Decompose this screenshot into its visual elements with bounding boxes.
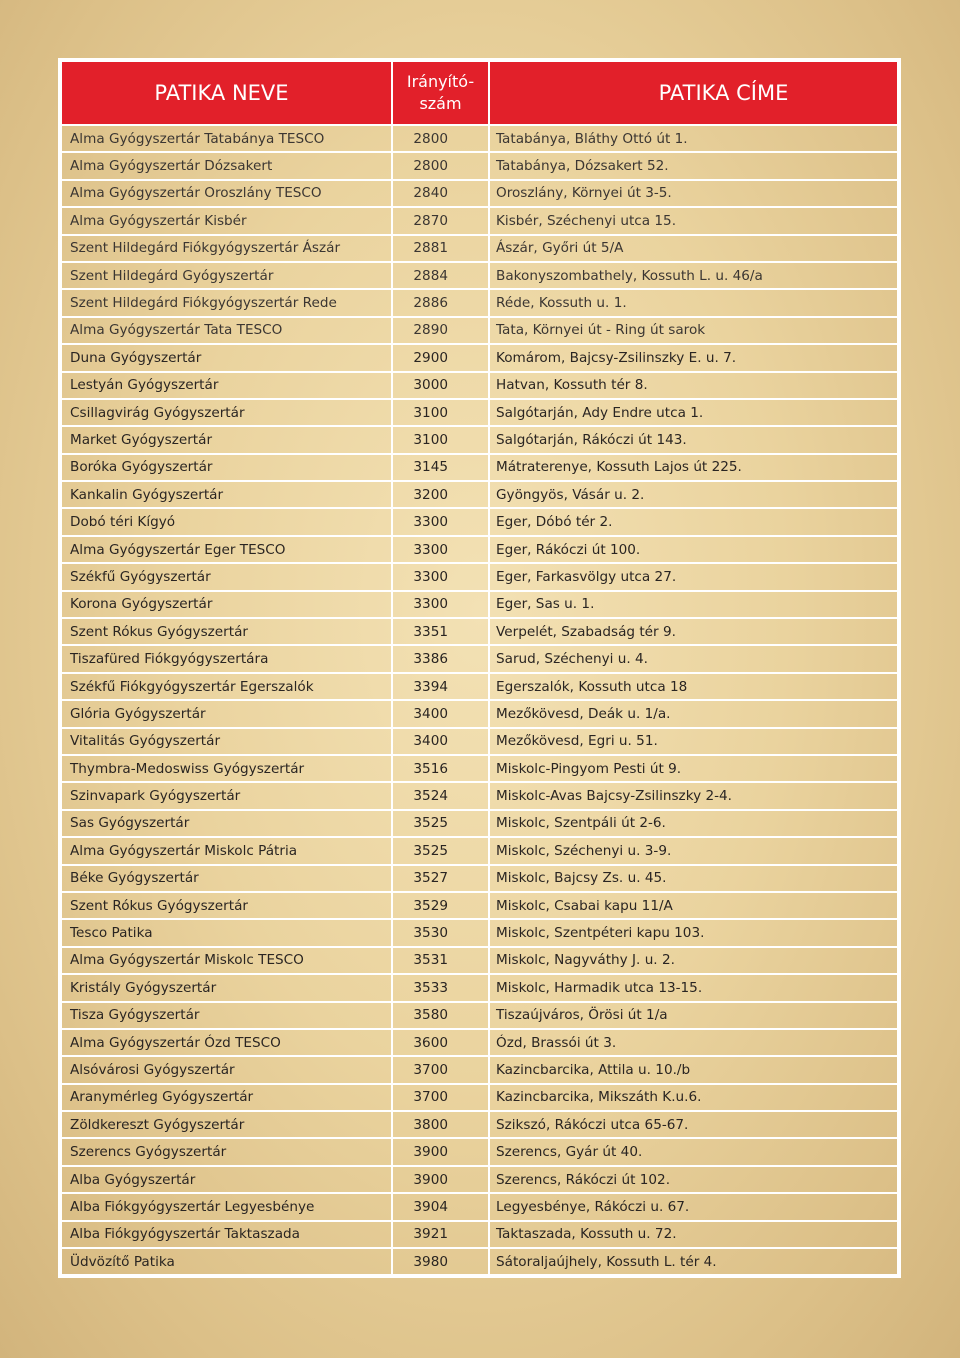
pharmacy-address-cell: Tata, Környei út - Ring út sarok xyxy=(489,317,898,344)
table-row xyxy=(61,919,898,946)
pharmacy-address-cell: Taktaszada, Kossuth u. 72. xyxy=(489,1221,898,1248)
pharmacy-name-cell: Market Gyógyszertár xyxy=(61,426,392,453)
postal-code-cell: 2800 xyxy=(392,125,489,152)
postal-code-cell: 3394 xyxy=(392,673,489,700)
postal-code-cell: 2840 xyxy=(392,180,489,207)
postal-code-cell: 3529 xyxy=(392,892,489,919)
postal-code-cell: 3100 xyxy=(392,426,489,453)
pharmacy-address-cell: Miskolc, Széchenyi u. 3-9. xyxy=(489,837,898,864)
pharmacy-name-cell: Szent Hildegárd Gyógyszertár xyxy=(61,262,392,289)
pharmacy-address-cell: Szerencs, Rákóczi út 102. xyxy=(489,1166,898,1193)
pharmacy-name-cell: Tiszafüred Fiókgyógyszertára xyxy=(61,645,392,672)
postal-code-cell: 2881 xyxy=(392,235,489,262)
table-row xyxy=(61,728,898,755)
table-row xyxy=(61,399,898,426)
table-row xyxy=(61,618,898,645)
pharmacy-name-cell: Alma Gyógyszertár Tata TESCO xyxy=(61,317,392,344)
pharmacy-address-cell: Komárom, Bajcsy-Zsilinszky E. u. 7. xyxy=(489,344,898,371)
table-row xyxy=(61,673,898,700)
postal-code-cell: 3351 xyxy=(392,618,489,645)
pharmacy-table xyxy=(60,60,899,1276)
postal-code-cell: 3921 xyxy=(392,1221,489,1248)
pharmacy-address-cell: Mátraterenye, Kossuth Lajos út 225. xyxy=(489,454,898,481)
pharmacy-table-frame xyxy=(58,58,901,1278)
table-row xyxy=(61,1193,898,1220)
table-row xyxy=(61,1166,898,1193)
table-row xyxy=(61,1002,898,1029)
table-row xyxy=(61,180,898,207)
postal-code-cell: 3200 xyxy=(392,481,489,508)
table-row xyxy=(61,782,898,809)
postal-code-cell: 3800 xyxy=(392,1111,489,1138)
pharmacy-name-cell: Csillagvirág Gyógyszertár xyxy=(61,399,392,426)
table-row xyxy=(61,837,898,864)
pharmacy-name-cell: Thymbra-Medoswiss Gyógyszertár xyxy=(61,755,392,782)
pharmacy-name-cell: Alma Gyógyszertár Miskolc Pátria xyxy=(61,837,392,864)
table-row xyxy=(61,892,898,919)
postal-code-cell: 3300 xyxy=(392,563,489,590)
header-postal-code-line1: Irányító- xyxy=(406,72,475,91)
pharmacy-name-cell: Alma Gyógyszertár Miskolc TESCO xyxy=(61,947,392,974)
postal-code-cell: 3900 xyxy=(392,1138,489,1165)
postal-code-cell: 3600 xyxy=(392,1029,489,1056)
postal-code-cell: 3516 xyxy=(392,755,489,782)
pharmacy-address-cell: Salgótarján, Rákóczi út 143. xyxy=(489,426,898,453)
pharmacy-address-cell: Tiszaújváros, Örösi út 1/a xyxy=(489,1002,898,1029)
pharmacy-name-cell: Székfű Gyógyszertár xyxy=(61,563,392,590)
pharmacy-name-cell: Zöldkereszt Gyógyszertár xyxy=(61,1111,392,1138)
table-row xyxy=(61,536,898,563)
postal-code-cell: 3524 xyxy=(392,782,489,809)
pharmacy-address-cell: Mezőkövesd, Deák u. 1/a. xyxy=(489,700,898,727)
pharmacy-name-cell: Alma Gyógyszertár Dózsakert xyxy=(61,152,392,179)
postal-code-cell: 3531 xyxy=(392,947,489,974)
pharmacy-address-cell: Tatabánya, Dózsakert 52. xyxy=(489,152,898,179)
table-row xyxy=(61,947,898,974)
pharmacy-name-cell: Kankalin Gyógyszertár xyxy=(61,481,392,508)
postal-code-cell: 3386 xyxy=(392,645,489,672)
pharmacy-address-cell: Ászár, Győri út 5/A xyxy=(489,235,898,262)
pharmacy-address-cell: Legyesbénye, Rákóczi u. 67. xyxy=(489,1193,898,1220)
postal-code-cell: 3300 xyxy=(392,508,489,535)
pharmacy-name-cell: Alma Gyógyszertár Oroszlány TESCO xyxy=(61,180,392,207)
header-pharmacy-address: PATIKA CÍME xyxy=(489,61,898,125)
pharmacy-name-cell: Korona Gyógyszertár xyxy=(61,591,392,618)
table-row xyxy=(61,1029,898,1056)
pharmacy-address-cell: Eger, Farkasvölgy utca 27. xyxy=(489,563,898,590)
table-body xyxy=(61,125,898,1275)
pharmacy-name-cell: Szerencs Gyógyszertár xyxy=(61,1138,392,1165)
table-row xyxy=(61,1084,898,1111)
postal-code-cell: 3700 xyxy=(392,1084,489,1111)
pharmacy-name-cell: Alma Gyógyszertár Ózd TESCO xyxy=(61,1029,392,1056)
pharmacy-address-cell: Eger, Rákóczi út 100. xyxy=(489,536,898,563)
pharmacy-address-cell: Miskolc, Bajcsy Zs. u. 45. xyxy=(489,865,898,892)
pharmacy-name-cell: Szent Hildegárd Fiókgyógyszertár Ászár xyxy=(61,235,392,262)
table-row xyxy=(61,1111,898,1138)
table-row xyxy=(61,152,898,179)
pharmacy-address-cell: Salgótarján, Ady Endre utca 1. xyxy=(489,399,898,426)
pharmacy-name-cell: Szent Rókus Gyógyszertár xyxy=(61,892,392,919)
postal-code-cell: 3580 xyxy=(392,1002,489,1029)
pharmacy-name-cell: Szinvapark Gyógyszertár xyxy=(61,782,392,809)
pharmacy-address-cell: Eger, Sas u. 1. xyxy=(489,591,898,618)
pharmacy-name-cell: Boróka Gyógyszertár xyxy=(61,454,392,481)
pharmacy-address-cell: Oroszlány, Környei út 3-5. xyxy=(489,180,898,207)
postal-code-cell: 2886 xyxy=(392,289,489,316)
table-row xyxy=(61,1248,898,1275)
table-row xyxy=(61,426,898,453)
pharmacy-name-cell: Aranymérleg Gyógyszertár xyxy=(61,1084,392,1111)
table-row xyxy=(61,481,898,508)
postal-code-cell: 2800 xyxy=(392,152,489,179)
pharmacy-name-cell: Alba Gyógyszertár xyxy=(61,1166,392,1193)
table-row xyxy=(61,317,898,344)
pharmacy-address-cell: Sarud, Széchenyi u. 4. xyxy=(489,645,898,672)
pharmacy-name-cell: Duna Gyógyszertár xyxy=(61,344,392,371)
table-row xyxy=(61,289,898,316)
pharmacy-address-cell: Egerszalók, Kossuth utca 18 xyxy=(489,673,898,700)
pharmacy-address-cell: Kazincbarcika, Attila u. 10./b xyxy=(489,1056,898,1083)
pharmacy-name-cell: Dobó téri Kígyó xyxy=(61,508,392,535)
pharmacy-name-cell: Tisza Gyógyszertár xyxy=(61,1002,392,1029)
pharmacy-address-cell: Kazincbarcika, Mikszáth K.u.6. xyxy=(489,1084,898,1111)
pharmacy-name-cell: Glória Gyógyszertár xyxy=(61,700,392,727)
pharmacy-address-cell: Réde, Kossuth u. 1. xyxy=(489,289,898,316)
pharmacy-address-cell: Hatvan, Kossuth tér 8. xyxy=(489,372,898,399)
header-postal-code xyxy=(392,61,489,125)
table-row xyxy=(61,1138,898,1165)
postal-code-cell: 3525 xyxy=(392,837,489,864)
postal-code-cell: 3533 xyxy=(392,974,489,1001)
pharmacy-address-cell: Ózd, Brassói út 3. xyxy=(489,1029,898,1056)
header-pharmacy-name: PATIKA NEVE xyxy=(61,61,392,125)
header-postal-code-line2: szám xyxy=(419,94,462,113)
table-row xyxy=(61,372,898,399)
table-row xyxy=(61,262,898,289)
pharmacy-name-cell: Alba Fiókgyógyszertár Legyesbénye xyxy=(61,1193,392,1220)
pharmacy-address-cell: Miskolc-Pingyom Pesti út 9. xyxy=(489,755,898,782)
pharmacy-address-cell: Sátoraljaújhely, Kossuth L. tér 4. xyxy=(489,1248,898,1275)
postal-code-cell: 3527 xyxy=(392,865,489,892)
table-row xyxy=(61,207,898,234)
pharmacy-name-cell: Tesco Patika xyxy=(61,919,392,946)
table-row xyxy=(61,454,898,481)
table-row xyxy=(61,508,898,535)
pharmacy-address-cell: Miskolc, Harmadik utca 13-15. xyxy=(489,974,898,1001)
pharmacy-address-cell: Miskolc, Szentpéteri kapu 103. xyxy=(489,919,898,946)
pharmacy-address-cell: Miskolc-Avas Bajcsy-Zsilinszky 2-4. xyxy=(489,782,898,809)
pharmacy-address-cell: Miskolc, Nagyváthy J. u. 2. xyxy=(489,947,898,974)
table-row xyxy=(61,865,898,892)
table-row xyxy=(61,700,898,727)
postal-code-cell: 3400 xyxy=(392,728,489,755)
pharmacy-name-cell: Üdvözítő Patika xyxy=(61,1248,392,1275)
pharmacy-name-cell: Kristály Gyógyszertár xyxy=(61,974,392,1001)
postal-code-cell: 3530 xyxy=(392,919,489,946)
pharmacy-name-cell: Sas Gyógyszertár xyxy=(61,810,392,837)
table-row xyxy=(61,563,898,590)
table-row xyxy=(61,974,898,1001)
pharmacy-address-cell: Gyöngyös, Vásár u. 2. xyxy=(489,481,898,508)
pharmacy-name-cell: Alsóvárosi Gyógyszertár xyxy=(61,1056,392,1083)
postal-code-cell: 3000 xyxy=(392,372,489,399)
postal-code-cell: 3980 xyxy=(392,1248,489,1275)
postal-code-cell: 3525 xyxy=(392,810,489,837)
pharmacy-address-cell: Miskolc, Szentpáli út 2-6. xyxy=(489,810,898,837)
table-row xyxy=(61,125,898,152)
postal-code-cell: 2884 xyxy=(392,262,489,289)
pharmacy-address-cell: Szikszó, Rákóczi utca 65-67. xyxy=(489,1111,898,1138)
postal-code-cell: 3904 xyxy=(392,1193,489,1220)
postal-code-cell: 2890 xyxy=(392,317,489,344)
pharmacy-address-cell: Kisbér, Széchenyi utca 15. xyxy=(489,207,898,234)
postal-code-cell: 3100 xyxy=(392,399,489,426)
postal-code-cell: 2870 xyxy=(392,207,489,234)
pharmacy-name-cell: Alma Gyógyszertár Kisbér xyxy=(61,207,392,234)
pharmacy-address-cell: Szerencs, Gyár út 40. xyxy=(489,1138,898,1165)
table-row xyxy=(61,235,898,262)
table-row xyxy=(61,755,898,782)
pharmacy-name-cell: Alma Gyógyszertár Eger TESCO xyxy=(61,536,392,563)
pharmacy-address-cell: Eger, Dóbó tér 2. xyxy=(489,508,898,535)
pharmacy-name-cell: Lestyán Gyógyszertár xyxy=(61,372,392,399)
table-header-row xyxy=(61,61,898,125)
postal-code-cell: 2900 xyxy=(392,344,489,371)
postal-code-cell: 3700 xyxy=(392,1056,489,1083)
pharmacy-address-cell: Tatabánya, Bláthy Ottó út 1. xyxy=(489,125,898,152)
table-row xyxy=(61,591,898,618)
table-row xyxy=(61,1221,898,1248)
postal-code-cell: 3400 xyxy=(392,700,489,727)
pharmacy-name-cell: Béke Gyógyszertár xyxy=(61,865,392,892)
pharmacy-name-cell: Szent Rókus Gyógyszertár xyxy=(61,618,392,645)
table-row xyxy=(61,1056,898,1083)
pharmacy-name-cell: Alma Gyógyszertár Tatabánya TESCO xyxy=(61,125,392,152)
table-row xyxy=(61,645,898,672)
postal-code-cell: 3900 xyxy=(392,1166,489,1193)
pharmacy-address-cell: Verpelét, Szabadság tér 9. xyxy=(489,618,898,645)
table-row xyxy=(61,344,898,371)
pharmacy-address-cell: Bakonyszombathely, Kossuth L. u. 46/a xyxy=(489,262,898,289)
pharmacy-address-cell: Mezőkövesd, Egri u. 51. xyxy=(489,728,898,755)
pharmacy-address-cell: Miskolc, Csabai kapu 11/A xyxy=(489,892,898,919)
pharmacy-name-cell: Szent Hildegárd Fiókgyógyszertár Rede xyxy=(61,289,392,316)
postal-code-cell: 3300 xyxy=(392,591,489,618)
pharmacy-name-cell: Alba Fiókgyógyszertár Taktaszada xyxy=(61,1221,392,1248)
pharmacy-name-cell: Székfű Fiókgyógyszertár Egerszalók xyxy=(61,673,392,700)
postal-code-cell: 3145 xyxy=(392,454,489,481)
postal-code-cell: 3300 xyxy=(392,536,489,563)
table-row xyxy=(61,810,898,837)
pharmacy-name-cell: Vitalitás Gyógyszertár xyxy=(61,728,392,755)
